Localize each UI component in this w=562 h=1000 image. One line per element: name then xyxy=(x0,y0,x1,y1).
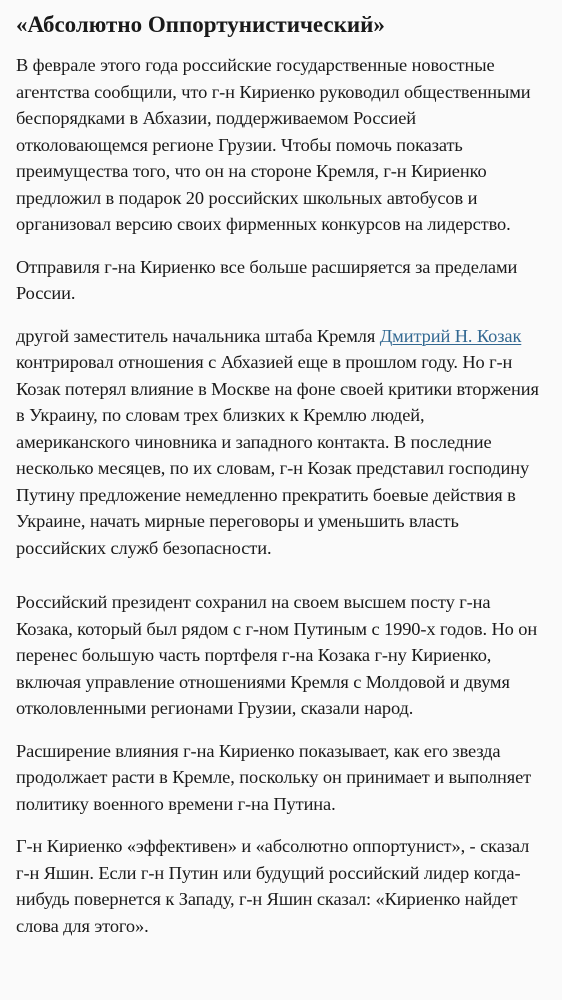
paragraph-6: Г-н Кириенко «эффективен» и «абсолютно оппортунист», - сказал г-н Яшин. Если г-н Путин или будущий российский лидер когда-нибудь повернется к Западу, г-н Яшин сказал: «Кириенко найдет слова для этого». xyxy=(16,836,530,936)
paragraph-5: Расширение влияния г-на Кириенко показывает, как его звезда продолжает расти в Кремле, поскольку он принимает и выполняет политику военного времени г-на Путина. xyxy=(16,740,532,814)
kozak-link[interactable]: Дмитрий Н. Козак xyxy=(379,325,522,346)
paragraph-1: В феврале этого года российские государственные новостные агентства сообщили, что г-н Кириенко руководил общественными беспорядками в Абхазии, поддерживаемом Россией отколовающемся регионе Грузии. Чтобы помочь показать преимущества того, что он на стороне Кремля, г-н Кириенко предложил в подарок 20 российских школьных автобусов и организовал версию своих фирменных конкурсов на лидерство. xyxy=(16,55,531,234)
paragraph-3-start: другой заместитель начальника штаба Кремля xyxy=(16,325,380,346)
paragraph-3 xyxy=(16,323,542,562)
paragraph-4: Российский президент сохранил на своем высшем посту г-на Козака, который был рядом с г-ном Путиным с 1990-х годов. Но он перенес большую часть портфеля г-на Козака г-ну Кириенко, включая управление отношениями Кремля с Молдовой и двумя отколовленными регионами Грузии, сказали народ. xyxy=(16,592,538,718)
section-heading: «Абсолютно Оппортунистический» xyxy=(16,12,385,37)
paragraph-2: Отправиля г-на Кириенко все больше расширяется за пределами России. xyxy=(16,256,518,303)
paragraph-3-end: контрировал отношения с Абхазией еще в прошлом году. Но г-н Козак потерял влияние в Москве на фоне своей критики вторжения в Украину, по словам трех близких к Кремлю людей, американского чиновника и западного контакта. В последние несколько месяцев, по их словам, г-н Козак представил господину Путину предложение немедленно прекратить боевые действия в Украине, начать мирные переговоры и уменьшить власть российских служб безопасности. xyxy=(16,352,539,558)
